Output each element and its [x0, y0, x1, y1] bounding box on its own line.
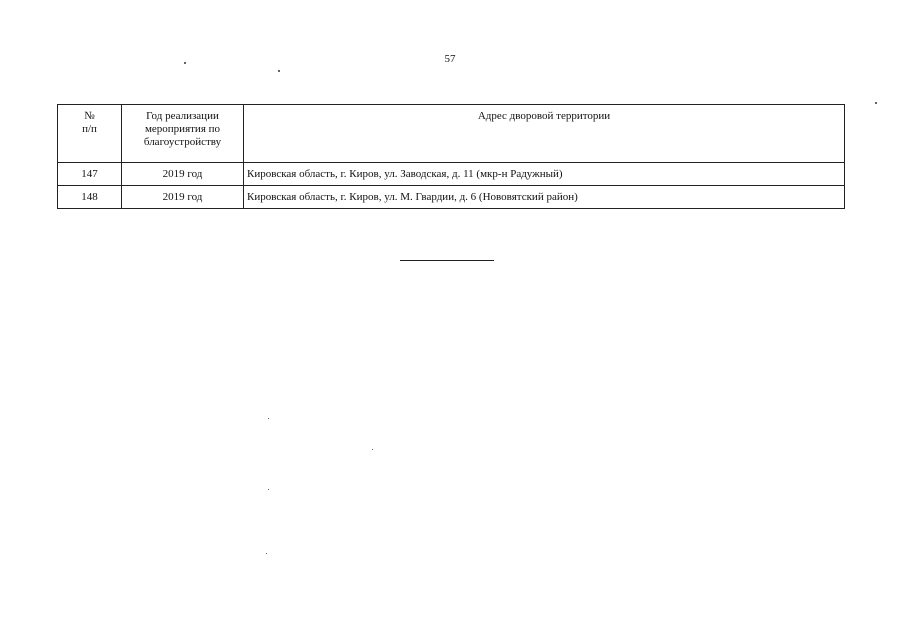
- scan-speck: [268, 489, 269, 490]
- table-row: [58, 163, 845, 186]
- scan-speck: [875, 102, 877, 104]
- header-number: № п/п: [58, 105, 122, 163]
- row-year: 2019 год: [122, 186, 244, 209]
- territory-table: [57, 104, 845, 209]
- scan-speck: [266, 553, 267, 554]
- scan-speck: [278, 70, 280, 72]
- row-address: Кировская область, г. Киров, ул. М. Гвардии, д. 6 (Нововятский район): [244, 186, 845, 209]
- page-number: 57: [444, 53, 456, 65]
- row-address: Кировская область, г. Киров, ул. Заводская, д. 11 (мкр-н Радужный): [244, 163, 845, 186]
- row-number: 147: [58, 163, 122, 186]
- row-number: 148: [58, 186, 122, 209]
- row-year: 2019 год: [122, 163, 244, 186]
- table-row: [58, 186, 845, 209]
- scan-speck: [184, 62, 186, 64]
- end-of-document-rule: [400, 260, 494, 261]
- scan-speck: [268, 418, 269, 419]
- table-header-row: [58, 105, 845, 163]
- header-year: Год реализации мероприятия по благоустройству: [122, 105, 244, 163]
- scan-speck: [372, 449, 373, 450]
- header-address: Адрес дворовой территории: [244, 105, 845, 163]
